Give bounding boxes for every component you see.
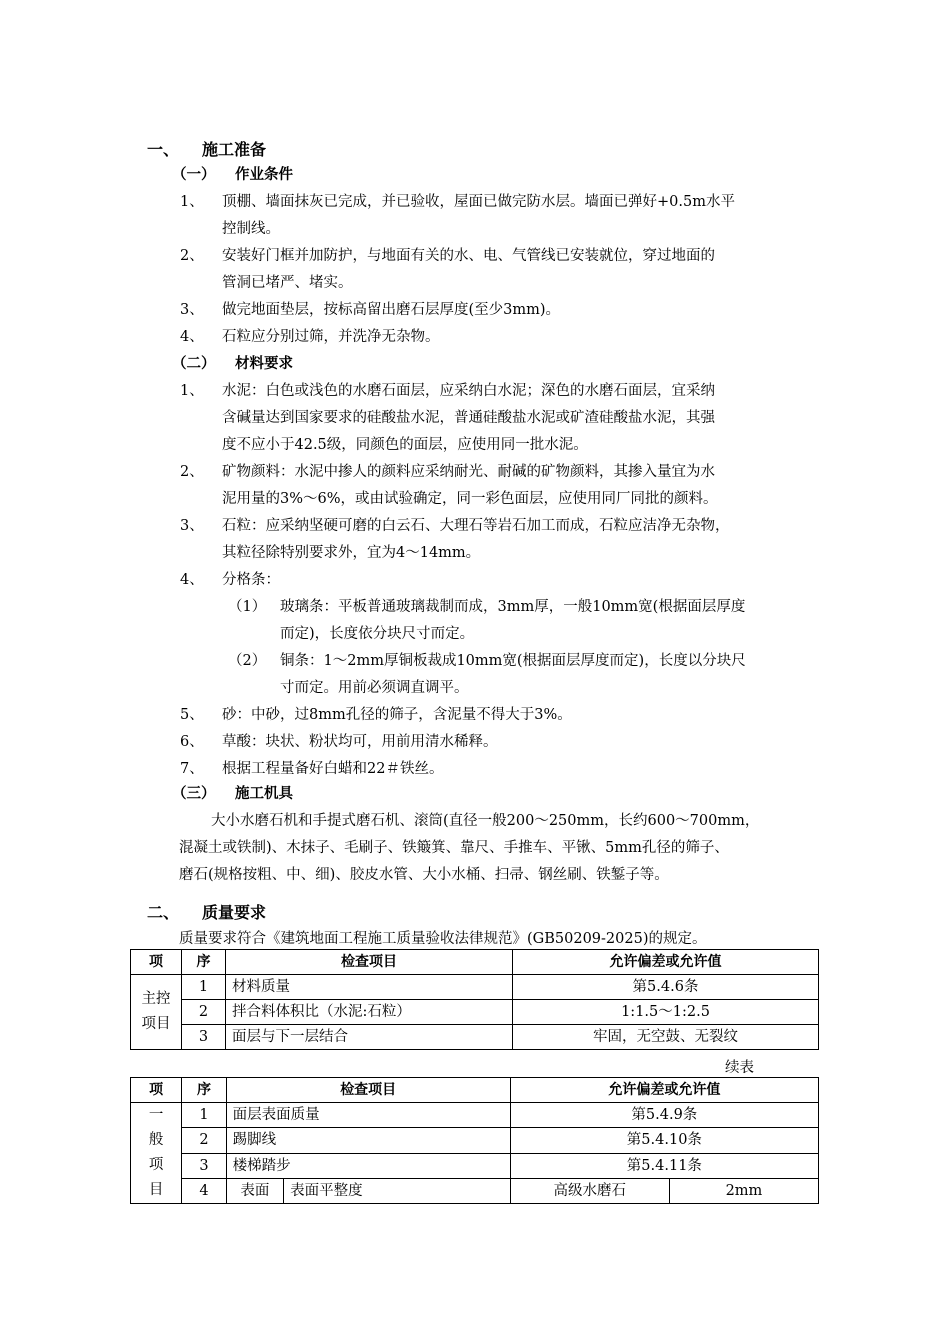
list-item-text: 砂：中砂，过8mm孔径的筛子，含泥量不得大于3%。 bbox=[222, 707, 572, 723]
list-item-text: 含碱量达到国家要求的硅酸盐水泥，普通硅酸盐水泥或矿渣硅酸盐水泥，其强 bbox=[222, 410, 715, 426]
group-label bbox=[131, 975, 182, 1050]
group-label-text: 主控项目 bbox=[141, 991, 171, 1032]
row-check-item: 楼梯踏步 bbox=[226, 1153, 510, 1178]
row-seq: 2 bbox=[182, 1000, 226, 1025]
row-check-category: 表面 bbox=[226, 1178, 283, 1203]
group-char: 目 bbox=[148, 1182, 164, 1198]
list-item-number: 6、 bbox=[180, 734, 204, 750]
subsection-1-title: 作业条件 bbox=[235, 167, 293, 183]
row-tolerance: 牢固，无空鼓、无裂纹 bbox=[513, 1025, 819, 1050]
row-seq: 4 bbox=[182, 1178, 226, 1203]
section-1-title: 施工准备 bbox=[202, 140, 267, 159]
group-char: 项 bbox=[148, 1157, 164, 1173]
sub-list-item-number: （2） bbox=[228, 653, 267, 669]
list-item-text: 水泥：白色或浅色的水磨石面层，应采纳白水泥；深色的水磨石面层，宜采纳 bbox=[222, 383, 715, 399]
table-row bbox=[131, 1103, 819, 1128]
header-item: 项 bbox=[131, 1078, 182, 1103]
sub-list-item-text: 而定)，长度依分块尺寸而定。 bbox=[280, 626, 475, 642]
row-check-item: 材料质量 bbox=[226, 975, 513, 1000]
list-item-number: 3、 bbox=[180, 302, 204, 318]
group-label bbox=[131, 1103, 182, 1204]
group-char: 般 bbox=[148, 1132, 164, 1148]
list-item-text: 分格条： bbox=[222, 572, 280, 588]
quality-table-general bbox=[130, 1077, 819, 1204]
row-seq: 1 bbox=[182, 1103, 226, 1128]
row-tolerance: 第5.4.9条 bbox=[510, 1103, 818, 1128]
quality-table-main-control bbox=[130, 949, 819, 1050]
list-item-text: 安装好门框并加防护，与地面有关的水、电、气管线已安装就位，穿过地面的 bbox=[222, 248, 715, 264]
table-row bbox=[131, 975, 819, 1000]
row-tolerance: 1:1.5～1:2.5 bbox=[513, 1000, 819, 1025]
row-grade: 高级水磨石 bbox=[510, 1178, 669, 1203]
sub-list-item-text: 寸而定。用前必须调直调平。 bbox=[280, 680, 469, 696]
row-check-item: 面层与下一层结合 bbox=[226, 1025, 513, 1050]
row-check-item: 踢脚线 bbox=[226, 1128, 510, 1153]
row-tolerance: 第5.4.6条 bbox=[513, 975, 819, 1000]
list-item-text: 泥用量的3%～6%，或由试验确定，同一彩色面层，应使用同厂同批的颜料。 bbox=[222, 491, 718, 507]
list-item-text: 根据工程量备好白蜡和22＃铁丝。 bbox=[222, 761, 444, 777]
row-seq: 1 bbox=[182, 975, 226, 1000]
list-item-number: 2、 bbox=[180, 464, 204, 480]
section-2-title: 质量要求 bbox=[202, 903, 267, 922]
list-item-text: 石粒应分别过筛，并洗净无杂物。 bbox=[222, 329, 440, 345]
table-row bbox=[131, 1153, 819, 1178]
list-item-text: 石粒：应采纳坚硬可磨的白云石、大理石等岩石加工而成，石粒应洁净无杂物， bbox=[222, 518, 730, 534]
list-item-number: 3、 bbox=[180, 518, 204, 534]
header-check-item: 检查项目 bbox=[226, 1078, 510, 1103]
group-char: 一 bbox=[148, 1107, 164, 1123]
list-item-number: 4、 bbox=[180, 329, 204, 345]
list-item-number: 5、 bbox=[180, 707, 204, 723]
row-check-item: 拌合料体积比（水泥:石粒） bbox=[226, 1000, 513, 1025]
table-row bbox=[131, 1178, 819, 1203]
row-tolerance: 第5.4.10条 bbox=[510, 1128, 818, 1153]
list-item-text: 顶棚、墙面抹灰已完成，并已验收，屋面已做完防水层。墙面已弹好+0.5m水平 bbox=[222, 194, 735, 210]
sub-list-item-text: 玻璃条：平板普通玻璃裁制而成，3mm厚，一般10mm宽(根据面层厚度 bbox=[280, 599, 746, 615]
list-item-text: 管洞已堵严、堵实。 bbox=[222, 275, 353, 291]
continued-label: 续表 bbox=[725, 1060, 754, 1076]
paragraph-line: 磨石(规格按粗、中、细)、胶皮水管、大小水桶、扫帚、钢丝刷、铁錾子等。 bbox=[179, 867, 669, 883]
sub-list-item-number: （1） bbox=[228, 599, 267, 615]
table-row bbox=[131, 1128, 819, 1153]
list-item-number: 1、 bbox=[180, 383, 204, 399]
row-check-item: 表面平整度 bbox=[284, 1178, 511, 1203]
row-check-item: 面层表面质量 bbox=[226, 1103, 510, 1128]
header-tolerance: 允许偏差或允许值 bbox=[510, 1078, 818, 1103]
header-check-item: 检查项目 bbox=[226, 950, 513, 975]
subsection-2-title: 材料要求 bbox=[235, 356, 293, 372]
table-header-row bbox=[131, 1078, 819, 1103]
list-item-number: 2、 bbox=[180, 248, 204, 264]
list-item-number: 1、 bbox=[180, 194, 204, 210]
section-1-number: 一、 bbox=[147, 140, 180, 159]
list-item-text: 矿物颜料：水泥中掺人的颜料应采纳耐光、耐碱的矿物颜料，其掺入量宜为水 bbox=[222, 464, 715, 480]
list-item-text: 度不应小于42.5级，同颜色的面层，应使用同一批水泥。 bbox=[222, 437, 588, 453]
table-row bbox=[131, 1000, 819, 1025]
section-2-intro: 质量要求符合《建筑地面工程施工质量验收法律规范》(GB50209-2025)的规定。 bbox=[179, 931, 707, 947]
subsection-2-number: （二） bbox=[172, 356, 216, 372]
subsection-1-number: （一） bbox=[172, 167, 216, 183]
sub-list-item-text: 铜条：1～2mm厚铜板裁成10mm宽(根据面层厚度而定)，长度以分块尺 bbox=[280, 653, 746, 669]
subsection-3-title: 施工机具 bbox=[235, 786, 293, 802]
header-seq: 序 bbox=[182, 950, 226, 975]
header-seq: 序 bbox=[182, 1078, 226, 1103]
header-item: 项 bbox=[131, 950, 182, 975]
table-header-row bbox=[131, 950, 819, 975]
row-seq: 3 bbox=[182, 1025, 226, 1050]
row-tolerance: 第5.4.11条 bbox=[510, 1153, 818, 1178]
list-item-number: 4、 bbox=[180, 572, 204, 588]
row-tolerance: 2mm bbox=[669, 1178, 818, 1203]
subsection-3-number: （三） bbox=[172, 786, 216, 802]
paragraph-line: 大小水磨石机和手提式磨石机、滚筒(直径一般200～250mm，长约600～700mm， bbox=[211, 813, 760, 829]
row-seq: 2 bbox=[182, 1128, 226, 1153]
paragraph-line: 混凝土或铁制)、木抹子、毛刷子、铁簸箕、靠尺、手推车、平锹、5mm孔径的筛子、 bbox=[179, 840, 729, 856]
header-tolerance: 允许偏差或允许值 bbox=[513, 950, 819, 975]
row-seq: 3 bbox=[182, 1153, 226, 1178]
table-row bbox=[131, 1025, 819, 1050]
list-item-text: 草酸：块状、粉状均可，用前用清水稀释。 bbox=[222, 734, 498, 750]
list-item-number: 7、 bbox=[180, 761, 204, 777]
section-2-number: 二、 bbox=[147, 903, 180, 922]
list-item-text: 控制线。 bbox=[222, 221, 280, 237]
list-item-text: 其粒径除特别要求外，宜为4～14mm。 bbox=[222, 545, 481, 561]
list-item-text: 做完地面垫层，按标高留出磨石层厚度(至少3mm)。 bbox=[222, 302, 561, 318]
